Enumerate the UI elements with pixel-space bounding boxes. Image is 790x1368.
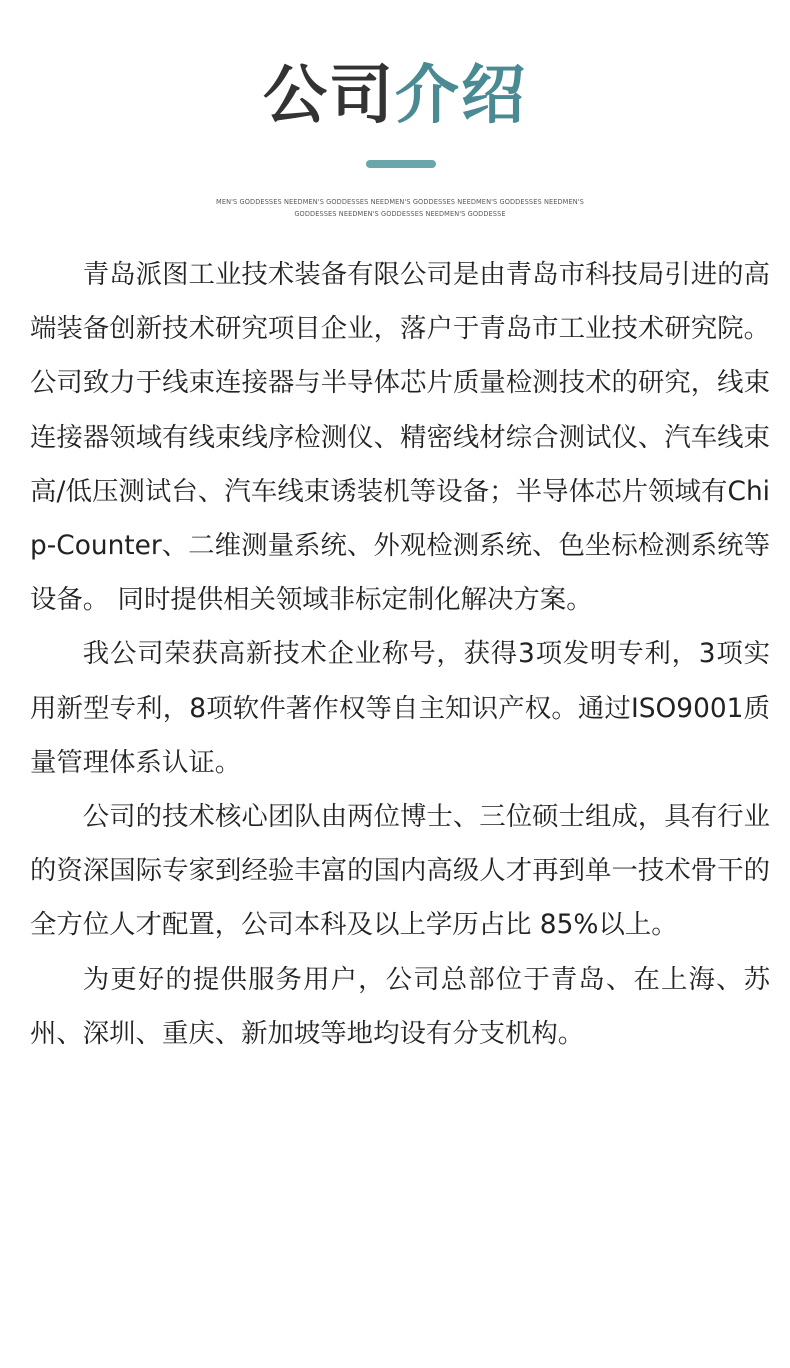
tagline-line-2: GODDESSES NEEDMEN'S GODDESSES NEEDMEN'S GODDESSE (294, 210, 506, 218)
title-part-primary: 公司 (263, 59, 395, 133)
section-header (0, 0, 790, 230)
company-introduction-body (30, 248, 770, 1061)
title-underline-bar (366, 160, 436, 168)
paragraph-overview: 青岛派图工业技术装备有限公司是由青岛市科技局引进的高端装备创新技术研究项目企业，落户于青岛市工业技术研究院。公司致力于线束连接器与半导体芯片质量检测技术的研究，线束连接器领域有线束线序检测仪、精密线材综合测试仪、汽车线束高/低压测试台、汽车线束诱装机等设备；半导体芯片领域有Chip-Counter、二维测量系统、外观检测系统、色坐标检测系统等设备。 同时提供相关领域非标定制化解决方案。 (30, 259, 770, 616)
paragraph-team: 公司的技术核心团队由两位博士、三位硕士组成，具有行业的资深国际专家到经验丰富的国内高级人才再到单一技术骨干的全方位人才配置，公司本科及以上学历占比 85%以上。 (30, 801, 770, 941)
paragraph-branches: 为更好的提供服务用户，公司总部位于青岛、在上海、苏州、深圳、重庆、新加坡等地均设有分支机构。 (30, 963, 770, 1049)
page-title (0, 58, 790, 134)
tagline-line-1: MEN'S GODDESSES NEEDMEN'S GODDESSES NEEDMEN'S GODDESSES NEEDMEN'S GODDESSES NEEDMEN'S (216, 198, 584, 206)
title-part-accent: 介绍 (395, 59, 527, 133)
paragraph-honors: 我公司荣获高新技术企业称号，获得3项发明专利，3项实用新型专利，8项软件著作权等自主知识产权。通过ISO9001质量管理体系认证。 (30, 638, 770, 778)
decorative-tagline (200, 196, 600, 220)
